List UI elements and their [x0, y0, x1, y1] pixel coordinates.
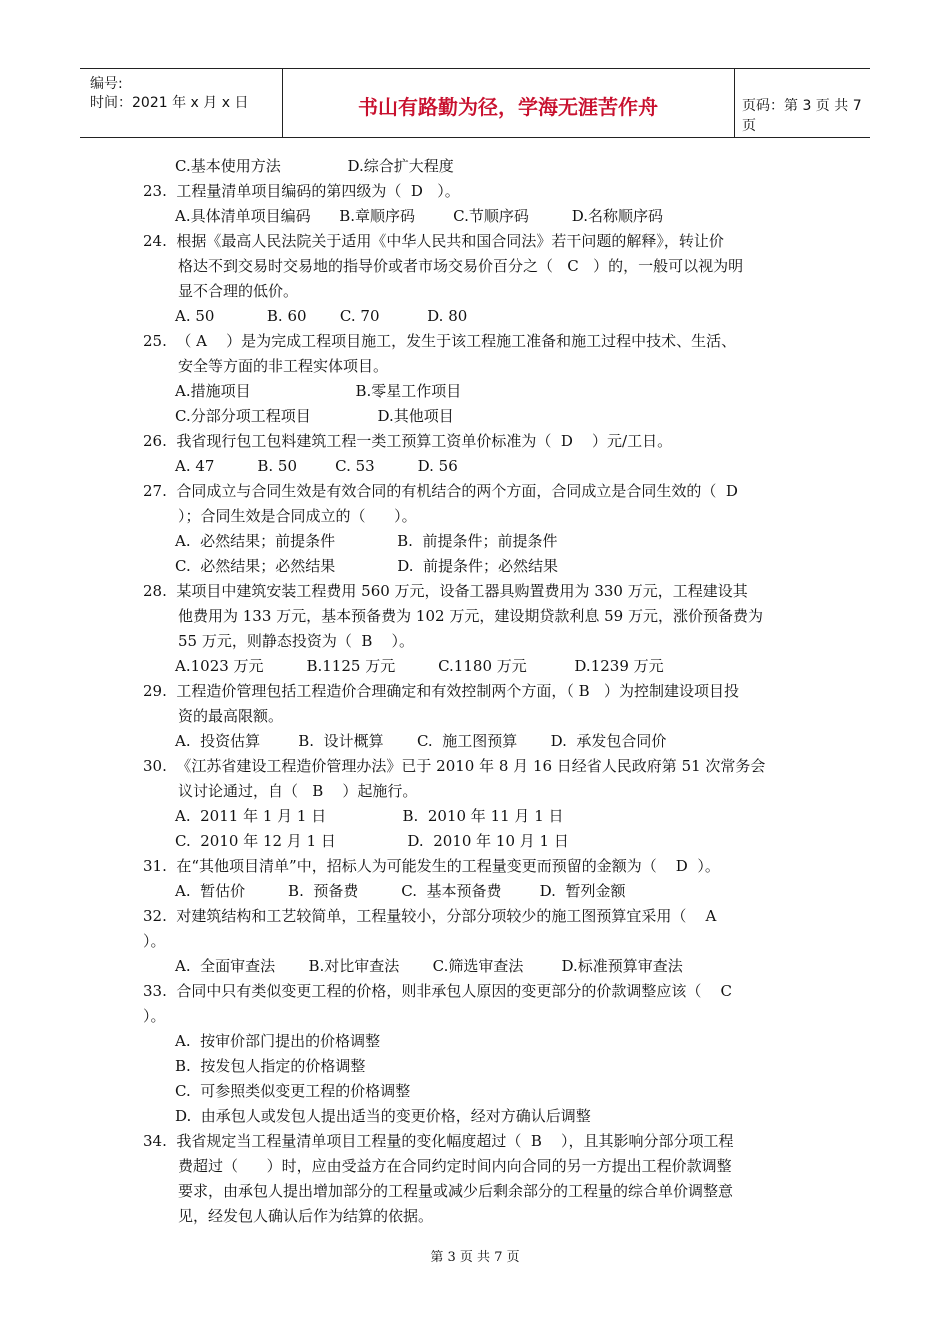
- text-line: 安全等方面的非工程实体项目。: [178, 357, 389, 375]
- text-line: A. 按审价部门提出的价格调整: [175, 1032, 381, 1050]
- text-line: 32. 对建筑结构和工艺较简单，工程量较小，分部分项较少的施工图预算宜采用（ A: [143, 907, 717, 925]
- header-middle-cell: [282, 69, 735, 137]
- date-label: 时间：2021 年 x 月 x 日: [90, 95, 249, 111]
- text-line: 显不合理的低价。: [178, 282, 299, 300]
- text-line: 要求，由承包人提出增加部分的工程量或减少后剩余部分的工程量的综合单价调整意: [178, 1182, 734, 1200]
- text-line: 30. 《江苏省建设工程造价管理办法》已于 2010 年 8 月 16 日经省人民政府第 51 次常务会: [143, 757, 766, 775]
- text-line: 31. 在“其他项目清单”中，招标人为可能发生的工程量变更而预留的金额为（ D ）。: [143, 857, 720, 875]
- text-line: 28. 某项目中建筑安装工程费用 560 万元，设备工器具购置费用为 330 万元，工程建设其: [143, 582, 748, 600]
- text-line: 27. 合同成立与合同生效是有效合同的有机结合的两个方面，合同成立是合同生效的（ D: [143, 482, 738, 500]
- text-line: ）。: [143, 1007, 166, 1025]
- text-line: ）；合同生效是合同成立的（ ）。: [178, 507, 417, 525]
- text-line: 34. 我省规定当工程量清单项目工程量的变化幅度超过（ B ），且其影响分部分项工程: [143, 1132, 734, 1150]
- page-footer: 第 3 页 共 7 页: [430, 1250, 520, 1265]
- text-line: C. 2010 年 12 月 1 日 D. 2010 年 10 月 1 日: [175, 832, 569, 850]
- text-line: 33. 合同中只有类似变更工程的价格，则非承包人原因的变更部分的价款调整应该（ C: [143, 982, 732, 1000]
- text-line: B. 按发包人指定的价格调整: [175, 1057, 366, 1075]
- text-line: 25. （ A ）是为完成工程项目施工，发生于该工程施工准备和施工过程中技术、生活、: [143, 332, 737, 350]
- text-line: 见，经发包人确认后作为结算的依据。: [178, 1207, 434, 1225]
- text-line: A. 投资估算 B. 设计概算 C. 施工图预算 D. 承发包合同价: [175, 732, 667, 750]
- text-line: 24. 根据《最高人民法院关于适用《中华人民共和国合同法》若干问题的解释》，转让价: [143, 232, 724, 250]
- text-line: 资的最高限额。: [178, 707, 284, 725]
- text-line: A. 必然结果；前提条件 B. 前提条件；前提条件: [175, 532, 558, 550]
- text-line: A. 47 B. 50 C. 53 D. 56: [175, 457, 458, 475]
- text-line: 26. 我省现行包工包料建筑工程一类工预算工资单价标准为（ D ）元/工日。: [143, 432, 673, 450]
- text-line: C. 必然结果；必然结果 D. 前提条件；必然结果: [175, 557, 559, 575]
- text-line: 29. 工程造价管理包括工程造价合理确定和有效控制两个方面，（ B ）为控制建设项目投: [143, 682, 739, 700]
- text-line: A. 暂估价 B. 预备费 C. 基本预备费 D. 暂列金额: [175, 882, 626, 900]
- text-line: C. 可参照类似变更工程的价格调整: [175, 1082, 411, 1100]
- text-line: 费超过（ ）时，应由受益方在合同约定时间内向合同的另一方提出工程价款调整: [178, 1157, 732, 1175]
- text-line: ）。: [143, 932, 166, 950]
- text-line: 55 万元，则静态投资为（ B ）。: [178, 632, 414, 650]
- header-right-cell: [734, 69, 870, 137]
- text-line: A. 2011 年 1 月 1 日 B. 2010 年 11 月 1 日: [175, 807, 564, 825]
- text-line: A.措施项目 B.零星工作项目: [175, 382, 462, 400]
- text-line: C.分部分项工程项目 D.其他项目: [175, 407, 454, 425]
- text-line: C.基本使用方法 D.综合扩大程度: [175, 157, 454, 175]
- text-line: A.具体清单项目编码 B.章顺序码 C.节顺序码 D.名称顺序码: [175, 207, 664, 225]
- text-line: A. 全面审查法 B.对比审查法 C.筛选审查法 D.标准预算审查法: [175, 957, 683, 975]
- text-line: D. 由承包人或发包人提出适当的变更价格，经对方确认后调整: [175, 1107, 591, 1125]
- text-line: A. 50 B. 60 C. 70 D. 80: [175, 307, 468, 325]
- header-left-cell: [80, 69, 283, 137]
- motto: 书山有路勤为径，学海无涯苦作舟: [358, 95, 658, 119]
- number-label: 编号:: [90, 76, 123, 92]
- text-line: 他费用为 133 万元，基本预备费为 102 万元，建设期贷款利息 59 万元，涨价预备费为: [178, 607, 763, 625]
- text-line: 23. 工程量清单项目编码的第四级为（ D ）。: [143, 182, 460, 200]
- text-line: 议讨论通过，自（ B ）起施行。: [178, 782, 418, 800]
- page-header: [80, 68, 870, 138]
- header-page-number: 页码：第 3 页 共 7 页: [742, 98, 862, 134]
- text-line: 格达不到交易时交易地的指导价或者市场交易价百分之（ C ）的，一般可以视为明: [178, 257, 744, 275]
- text-line: A.1023 万元 B.1125 万元 C.1180 万元 D.1239 万元: [175, 657, 664, 675]
